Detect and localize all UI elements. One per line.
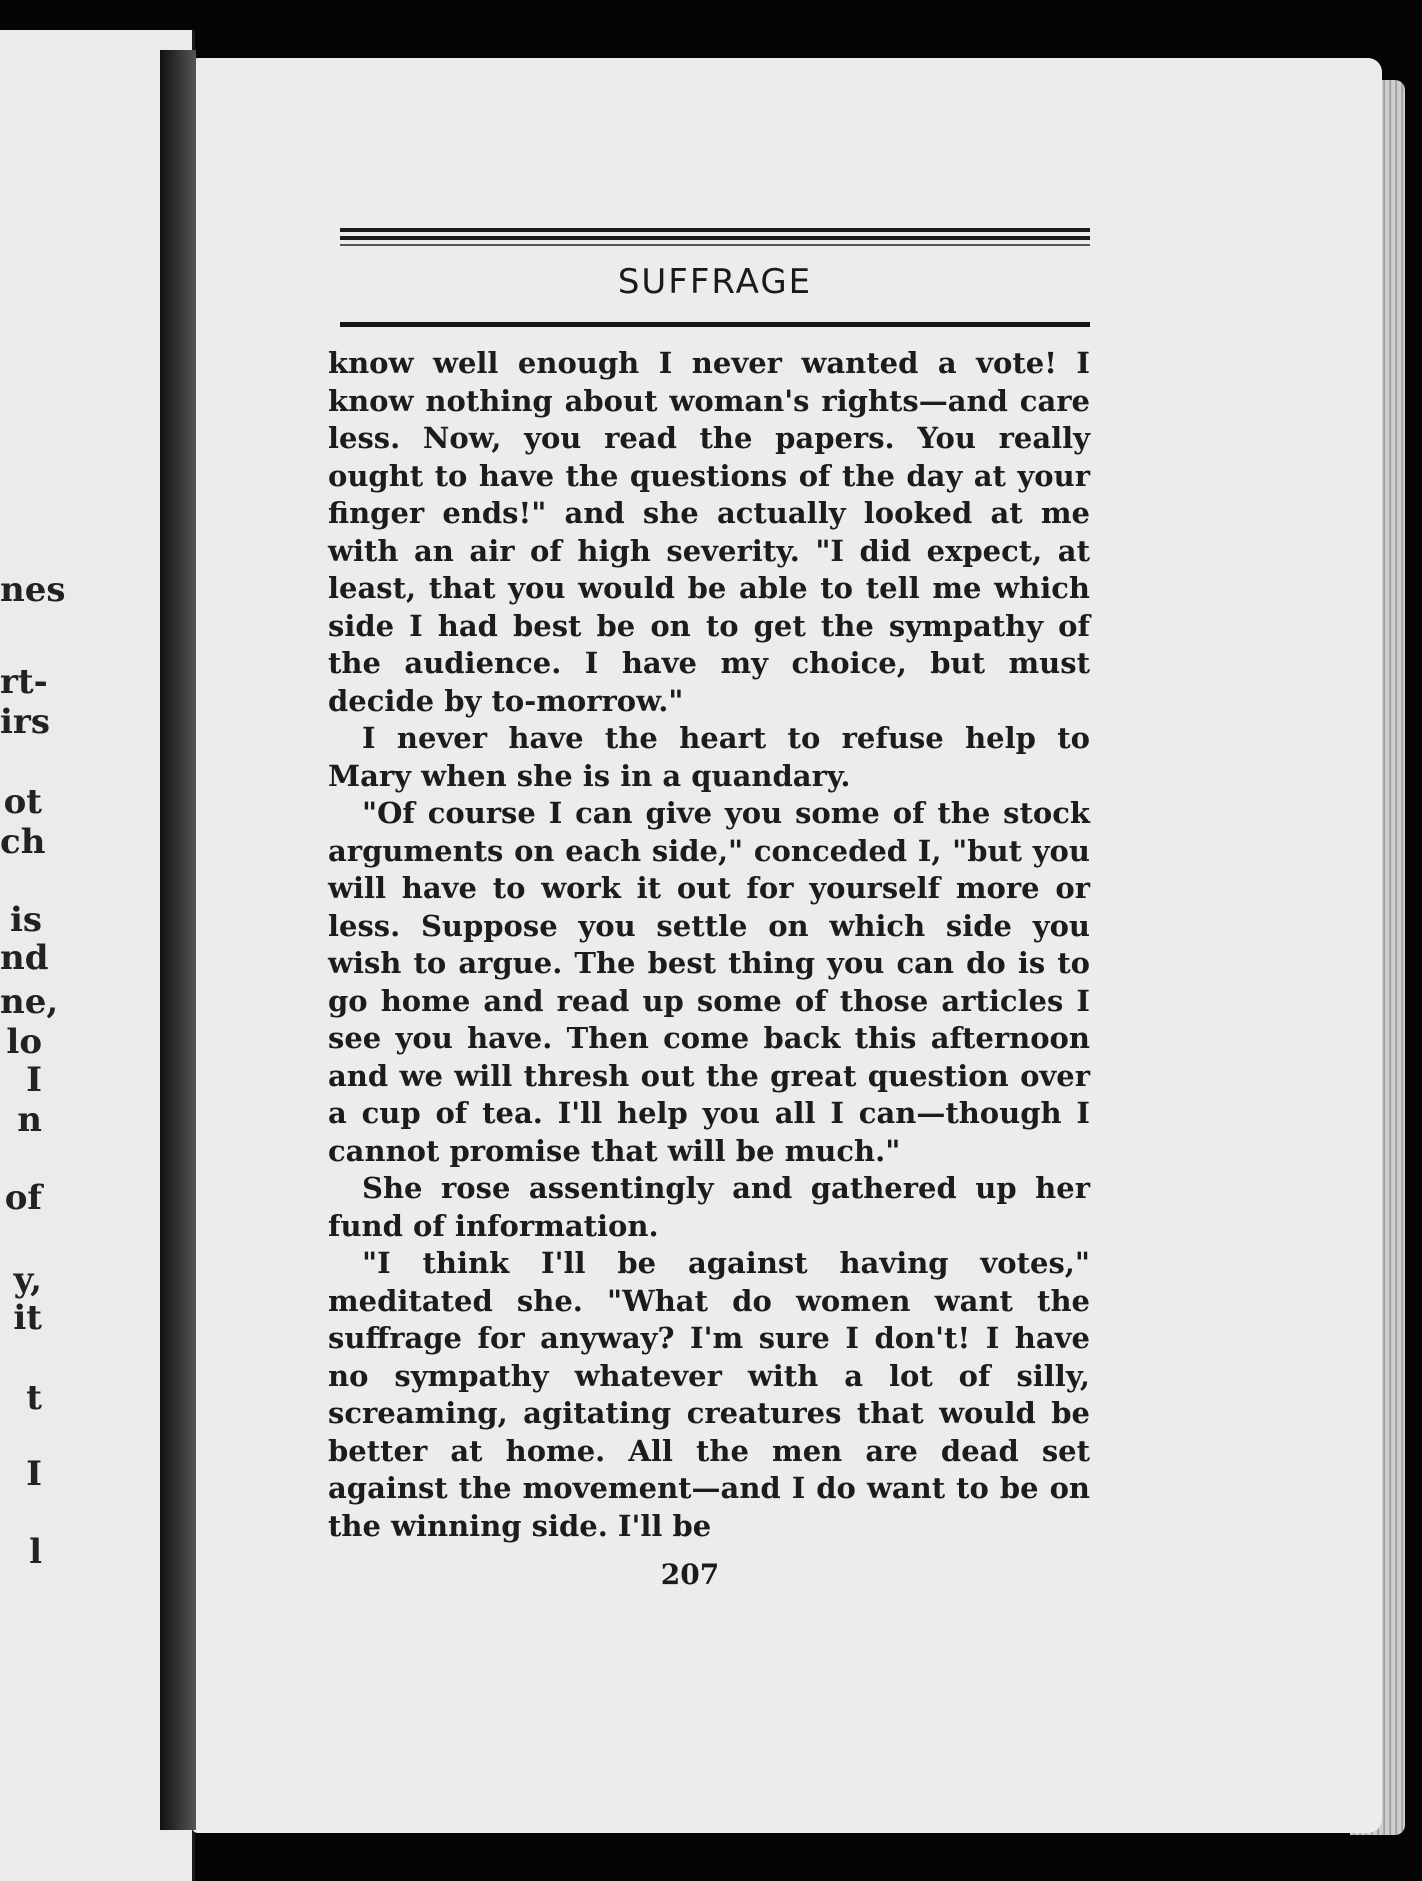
paragraph: know well enough I never wanted a vote! I know nothing about woman's rights—and care less. Now, you read the papers. You really ought to have the questions of the day at your finger ends!" and she actually looked at me with an air of high severity. "I did expect, at least, that you would be able to tell me which side I had best be on to get the sympathy of the audience. I have my choice, but must decide by to-morrow." [328, 346, 1090, 718]
margin-fragment: t [26, 1378, 42, 1418]
margin-fragment: ne, [0, 982, 59, 1022]
margin-fragment: it [13, 1298, 42, 1338]
margin-fragment: l [29, 1532, 42, 1572]
margin-fragment: nes [0, 570, 66, 610]
margin-fragment: I [26, 1454, 42, 1494]
margin-fragment: n [17, 1100, 42, 1140]
margin-fragment: ch [0, 822, 46, 862]
margin-fragment: lo [6, 1022, 42, 1062]
book-gutter [160, 50, 196, 1830]
paragraph: "Of course I can give you some of the stock arguments on each side," conceded I, "but you will have to work it out for yourself more or less. Suppose you settle on which side you wish to argue. The best thing you can do is to go home and read up some of those articles I see you have. Then come back this afternoon and we will thresh out the great question over a cup of tea. I'll help you all I can—though I cannot promise that will be much." [328, 796, 1090, 1168]
body-text [328, 345, 1090, 1545]
running-head: SUFFRAGE [617, 262, 813, 302]
header-underline [340, 322, 1090, 327]
paragraph: She rose assentingly and gathered up her fund of information. [328, 1171, 1090, 1243]
paragraph: "I think I'll be against having votes," meditated she. "What do women want the suffrage for anyway? I'm sure I don't! I have no sympathy whatever with a lot of silly, screaming, agitating creatures that would be better at home. All the men are dead set against the movement—and I do want to be on the winning side. I'll be [328, 1246, 1090, 1543]
margin-fragment: y, [13, 1260, 42, 1300]
margin-fragment: I [26, 1060, 42, 1100]
paragraph: I never have the heart to refuse help to Mary when she is in a quandary. [328, 721, 1090, 793]
header-rule [340, 228, 1090, 246]
margin-fragment: irs [0, 702, 50, 742]
margin-fragment: of [4, 1178, 42, 1218]
margin-fragment: nd [0, 938, 49, 978]
margin-fragment: rt- [0, 662, 48, 702]
page-number: 207 [660, 1558, 720, 1591]
margin-fragment: is [9, 900, 42, 940]
margin-fragment: ot [3, 782, 42, 822]
